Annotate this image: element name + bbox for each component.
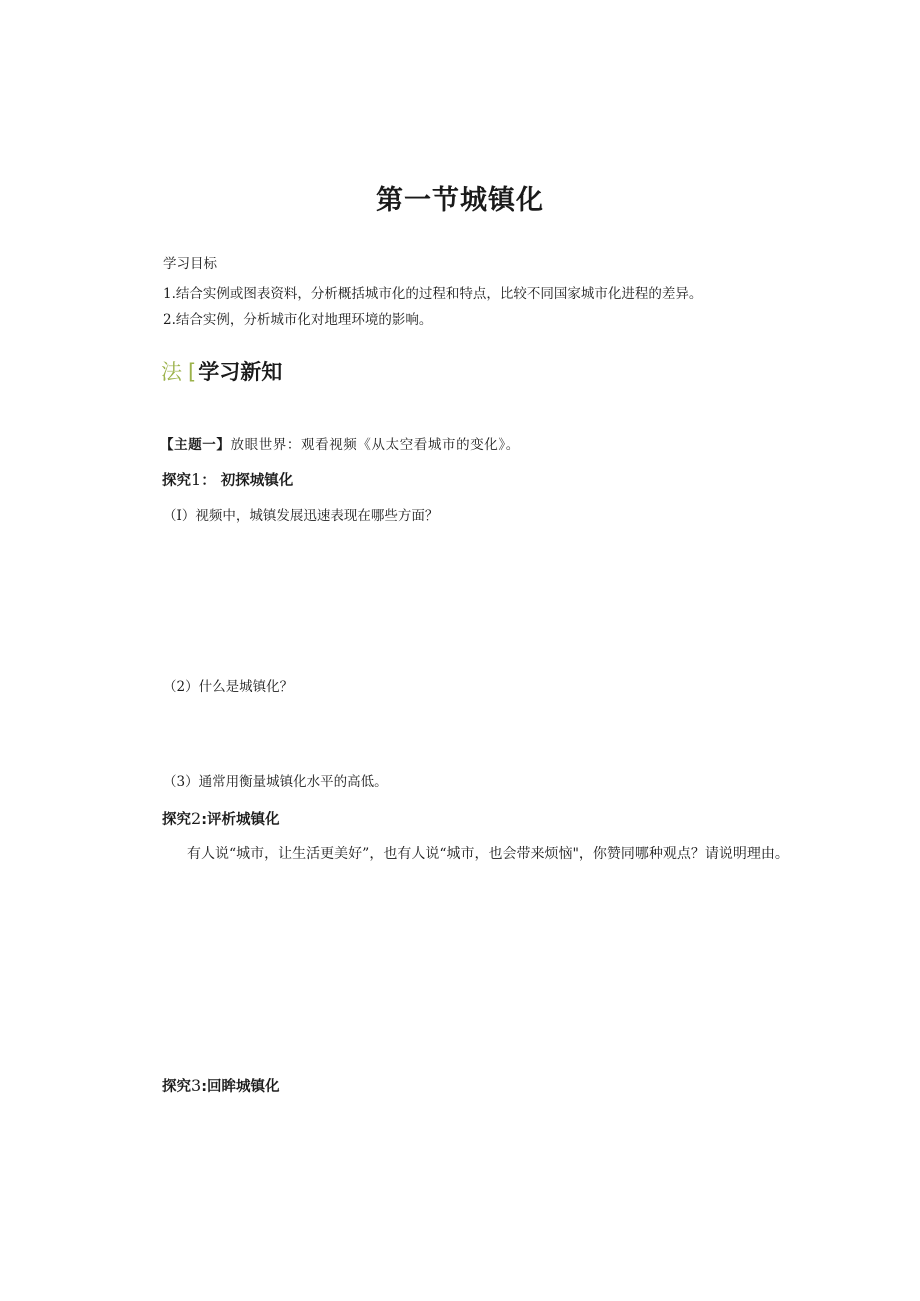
theme-line bbox=[160, 433, 520, 453]
explore-number: 3 bbox=[191, 1076, 202, 1095]
explore-prefix: 探究 bbox=[162, 812, 191, 828]
theme-text: 放眼世界：观看视频《从太空看城市的变化》。 bbox=[230, 437, 520, 453]
learning-goals-label: 学习目标 bbox=[163, 256, 217, 272]
explore-title: :回眸城镇化 bbox=[201, 1079, 280, 1095]
explore-number: 2 bbox=[191, 809, 202, 828]
question-2: （2）什么是城镇化？ bbox=[163, 679, 294, 695]
explore-1-heading bbox=[162, 469, 293, 490]
section-title: 学习新知 bbox=[198, 360, 283, 384]
page-title: 第一节城镇化 bbox=[376, 185, 544, 216]
section-marker: 法 bbox=[161, 360, 182, 384]
explore-title: :评析城镇化 bbox=[201, 812, 280, 828]
theme-tag: 【主题一】 bbox=[160, 437, 231, 453]
explore-prefix: 探究 bbox=[162, 473, 191, 489]
explore-number: 1 bbox=[191, 470, 202, 489]
explore-prefix: 探究 bbox=[162, 1079, 191, 1095]
question-1: （I）视频中，城镇发展迅速表现在哪些方面？ bbox=[163, 508, 439, 524]
section-heading bbox=[161, 356, 282, 386]
explore-3-heading bbox=[162, 1075, 280, 1096]
explore-2-paragraph: 有人说“城市，让生活更美好”，也有人说“城市，也会带来烦恼"，你赞同哪种观点？请说明理由。 bbox=[187, 846, 789, 862]
explore-2-heading bbox=[162, 808, 280, 829]
section-bracket: [ bbox=[188, 360, 197, 384]
learning-goal-item: 1.结合实例或图表资料，分析概括城市化的过程和特点，比较不同国家城市化进程的差异。 bbox=[163, 286, 703, 302]
question-3: （3）通常用衡量城镇化水平的高低。 bbox=[163, 774, 388, 790]
learning-goal-item: 2.结合实例，分析城市化对地理环境的影响。 bbox=[163, 312, 433, 328]
explore-title: ： 初探城镇化 bbox=[201, 473, 294, 489]
